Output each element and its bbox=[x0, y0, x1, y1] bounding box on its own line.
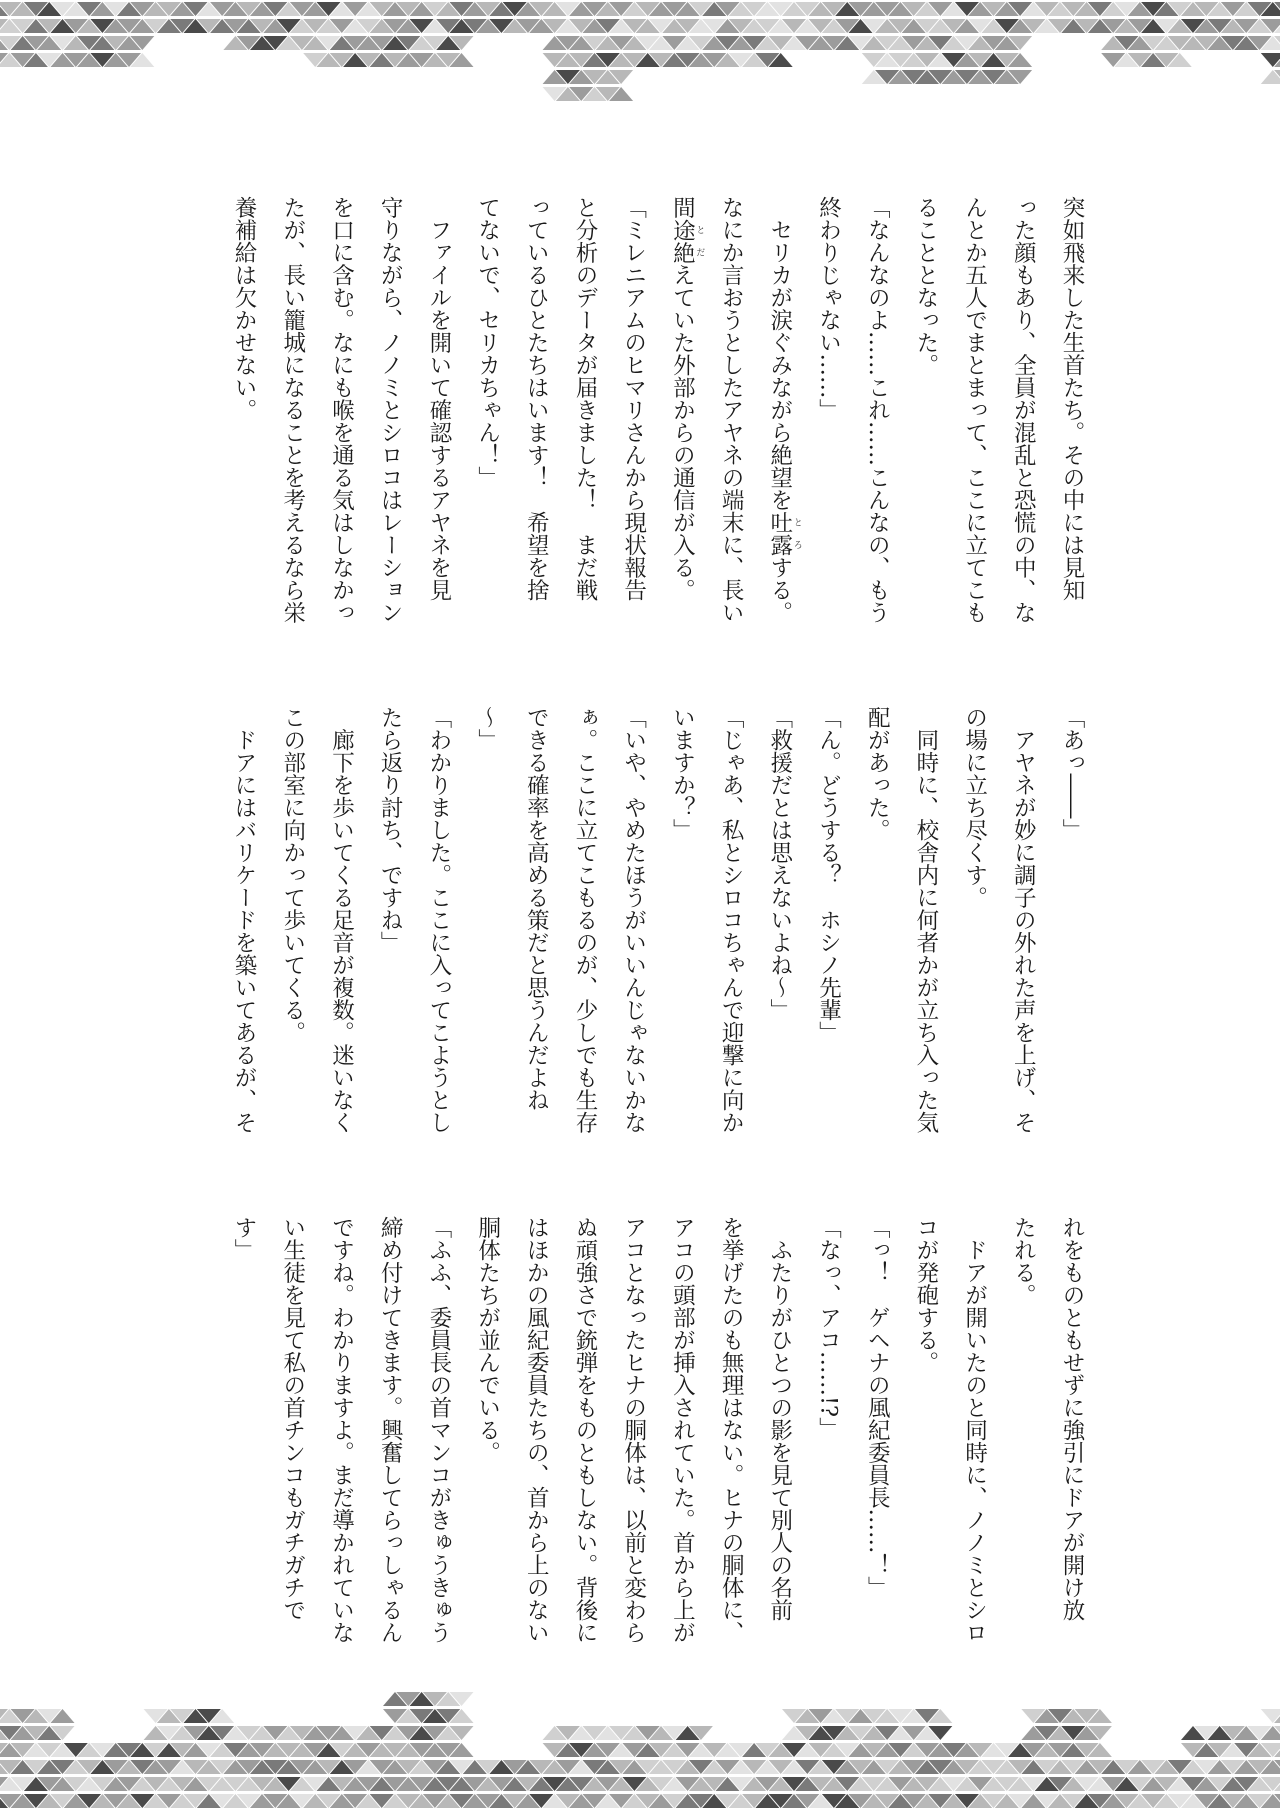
text-line: ですね。わかりますよ。まだ導かれていな bbox=[328, 1216, 355, 1644]
text-line: ～」 bbox=[474, 706, 501, 751]
ruby-base: 途絶 bbox=[669, 218, 696, 264]
triangle-pattern-top bbox=[0, 0, 1280, 110]
text-line: できる確率を高める策だと思うんだよね bbox=[523, 706, 550, 1111]
text-line bbox=[755, 196, 804, 624]
text-line bbox=[658, 196, 707, 606]
text-line: 配があった。 bbox=[864, 706, 891, 841]
text-segment: 間 bbox=[669, 196, 696, 219]
text-line: 「なんなのよ……これ……こんなの、もう bbox=[864, 196, 891, 624]
text-line: 「わかりました。ここに入ってこようとし bbox=[425, 706, 452, 1134]
text-line: い生徒を見て私の首チンコもガチガチで bbox=[279, 1216, 306, 1621]
ruby-reading: とろ bbox=[791, 511, 802, 556]
text-line: コが発砲する。 bbox=[912, 1216, 939, 1374]
text-line: 「なっ、アコ……!?」 bbox=[815, 1216, 842, 1440]
text-line: 「あっ――」 bbox=[1059, 706, 1085, 841]
text-line: れをものともせずに強引にドアが開け放 bbox=[1059, 1216, 1085, 1621]
text-line: たら返り討ち、ですね」 bbox=[377, 706, 404, 954]
text-line: いますか？」 bbox=[669, 706, 696, 841]
text-line: たれる。 bbox=[1010, 1216, 1037, 1306]
text-line: 「ミレニアムのヒマリさんから現状報告 bbox=[620, 196, 647, 601]
text-line: 養補給は欠かせない。 bbox=[231, 196, 258, 421]
text-line: ぬ頑強さで銃弾をものともしない。背後に bbox=[571, 1216, 598, 1644]
text-line: の場に立ち尽くす。 bbox=[961, 706, 988, 909]
text-line: を口に含む。なにも喉を通る気はしなかっ bbox=[328, 196, 355, 624]
text-line: 廊下を歩いてくる足音が複数。迷いなく bbox=[328, 706, 355, 1134]
text-line: を挙げたのも無理はない。ヒナの胴体に、 bbox=[718, 1216, 745, 1644]
text-line: 終わりじゃない……」 bbox=[815, 196, 842, 421]
text-line: てないで、セリカちゃん！」 bbox=[474, 196, 501, 489]
text-block-1 bbox=[219, 196, 1096, 624]
ruby-annotation bbox=[766, 511, 802, 556]
ruby-reading: とだ bbox=[694, 218, 705, 264]
text-line: ぁ。ここに立てこもるのが、少しでも生存 bbox=[571, 706, 598, 1134]
text-line: はほかの風紀委員たちの、首から上のない bbox=[523, 1216, 550, 1644]
text-line: たが、長い籠城になることを考えるなら栄 bbox=[279, 196, 306, 624]
text-line: 同時に、校舎内に何者かが立ち入った気 bbox=[912, 706, 939, 1134]
text-line: す」 bbox=[231, 1216, 258, 1261]
text-line: 「救援だとは思えないよね～」 bbox=[766, 706, 793, 1021]
text-line: ドアにはバリケードを築いてあるが、そ bbox=[231, 706, 258, 1134]
text-line: アヤネが妙に調子の外れた声を上げ、そ bbox=[1010, 706, 1037, 1134]
ruby-base: 吐露 bbox=[766, 511, 793, 556]
text-line: 「ふふ、委員長の首マンコがきゅうきゅう bbox=[425, 1216, 452, 1644]
text-line: ることとなった。 bbox=[912, 196, 939, 376]
triangle-pattern-bottom bbox=[0, 1690, 1280, 1808]
text-line: っているひとたちはいます！ 希望を捨 bbox=[523, 196, 550, 601]
text-line: 「いや、やめたほうがいいんじゃないかな bbox=[620, 706, 647, 1134]
text-line: った顔もあり、全員が混乱と恐慌の中、な bbox=[1010, 196, 1037, 624]
text-segment: セリカが涙ぐみながら絶望を bbox=[766, 196, 793, 511]
ruby-annotation bbox=[669, 218, 705, 264]
text-line: ふたりがひとつの影を見て別人の名前 bbox=[766, 1216, 793, 1621]
text-line: ファイルを開いて確認するアヤネを見 bbox=[425, 196, 452, 601]
text-line: と分析のデータが届きました！ まだ戦 bbox=[571, 196, 598, 601]
text-block-2 bbox=[219, 706, 1096, 1134]
text-line: んとか五人でまとまって、ここに立てこも bbox=[961, 196, 988, 624]
text-line: なにか言おうとしたアヤネの端末に、長い bbox=[718, 196, 745, 624]
text-line: アコとなったヒナの胴体は、以前と変わら bbox=[620, 1216, 647, 1644]
text-line: 締め付けてきます。興奮してらっしゃるん bbox=[377, 1216, 404, 1644]
text-line: ドアが開いたのと同時に、ノノミとシロ bbox=[961, 1216, 988, 1644]
text-line: この部室に向かって歩いてくる。 bbox=[279, 706, 306, 1044]
text-segment: する。 bbox=[766, 556, 793, 624]
text-line: 「ん。どうする？ ホシノ先輩」 bbox=[815, 706, 842, 1044]
text-line: 突如飛来した生首たち。その中には見知 bbox=[1059, 196, 1085, 601]
text-line: 胴体たちが並んでいる。 bbox=[474, 1216, 501, 1464]
text-segment: えていた外部からの通信が入る。 bbox=[669, 263, 696, 601]
text-line: アコの頭部が挿入されていた。首から上が bbox=[669, 1216, 696, 1644]
text-line: 「っ！ ゲヘナの風紀委員長……！」 bbox=[864, 1216, 891, 1599]
text-block-3 bbox=[219, 1216, 1096, 1644]
text-line: 「じゃあ、私とシロコちゃんで迎撃に向か bbox=[718, 706, 745, 1134]
text-line: 守りながら、ノノミとシロコはレーション bbox=[377, 196, 404, 624]
